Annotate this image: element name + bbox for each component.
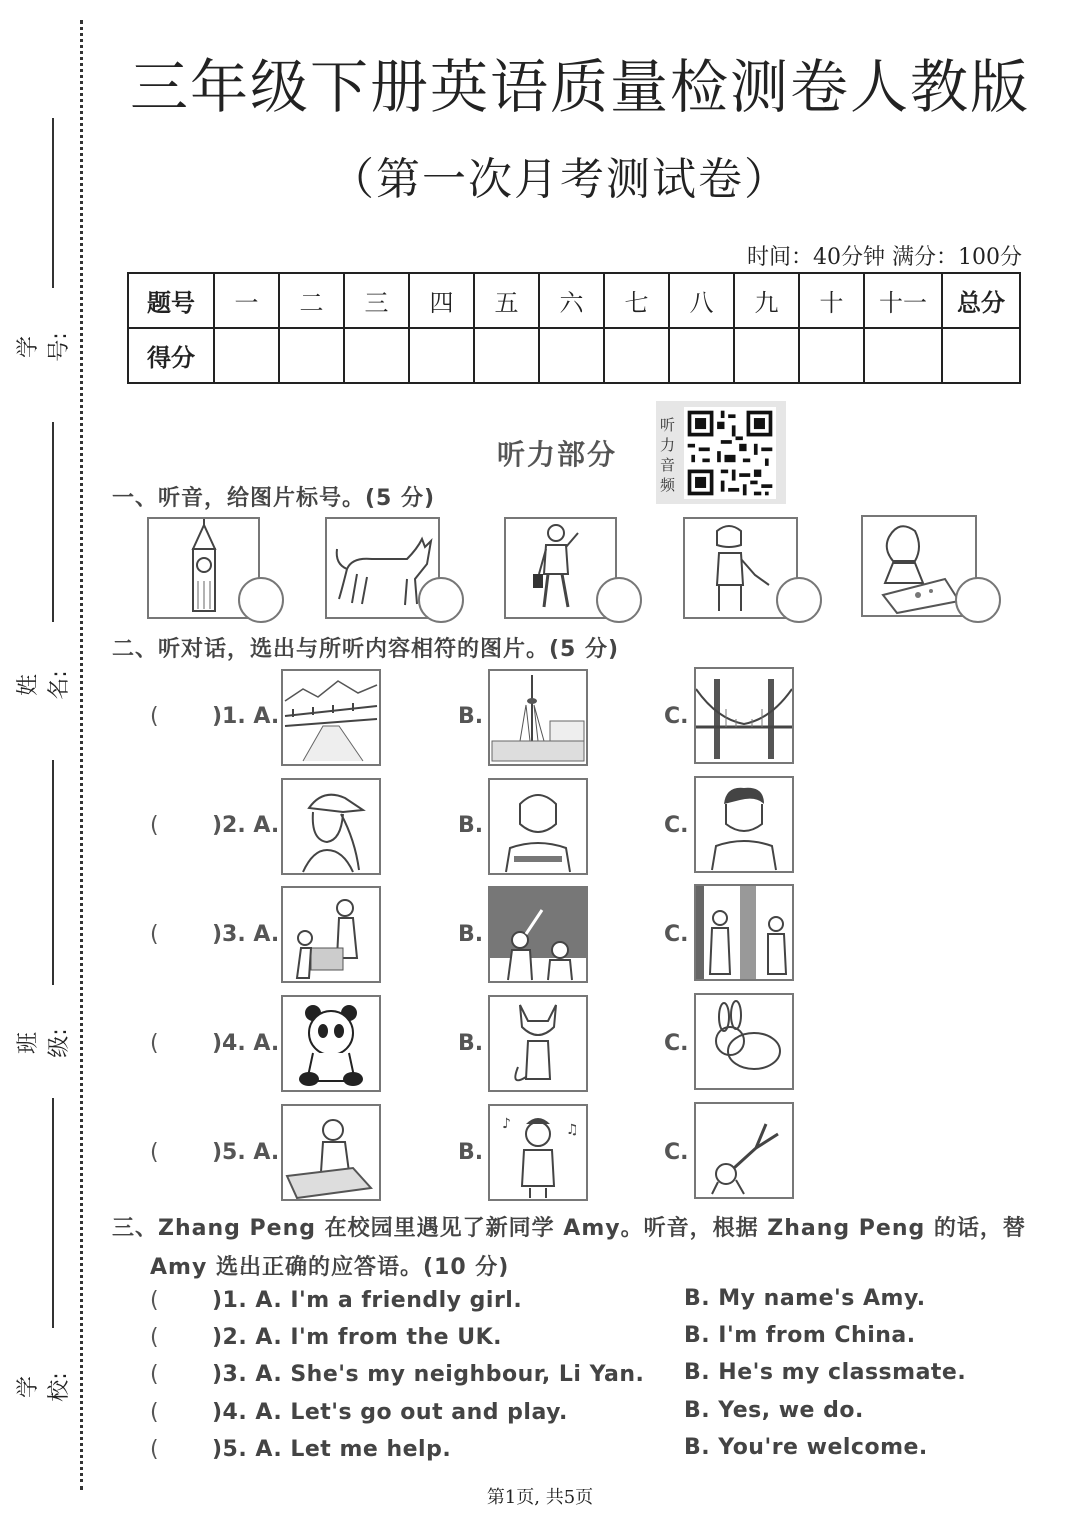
answer-paren[interactable]: ( — [150, 1031, 159, 1056]
option-label-c: C. — [664, 922, 689, 947]
option-label-c: C. — [664, 704, 689, 729]
binding-dashed-line — [80, 20, 83, 1490]
score-table-header-row — [128, 273, 1020, 328]
answer-circle[interactable] — [955, 577, 1001, 623]
table-cell: 十 — [799, 273, 864, 328]
picture-doorway-kids — [694, 884, 794, 981]
score-input-cell[interactable] — [344, 328, 409, 383]
option-label-b: B. — [458, 813, 484, 838]
class-rule[interactable] — [52, 760, 54, 985]
table-cell: 二 — [279, 273, 344, 328]
listening-section-title: 听力部分 — [497, 438, 618, 471]
picture-boy-shirt — [694, 776, 794, 873]
answer-paren[interactable]: ( — [150, 922, 159, 947]
score-input-cell[interactable] — [604, 328, 669, 383]
student-no-label: 学号: — [16, 332, 72, 362]
picture-fox — [488, 995, 588, 1092]
qr-code-box[interactable] — [656, 401, 786, 504]
svg-text:♫: ♫ — [566, 1122, 579, 1138]
choice-b: B. I'm from China. — [684, 1323, 916, 1348]
choice-a: )4. A. Let's go out and play. — [212, 1400, 568, 1425]
class-label: 班级: — [16, 1028, 72, 1058]
option-label-a: )3. A. — [212, 922, 280, 947]
table-cell: 四 — [409, 273, 474, 328]
choice-b: B. You're welcome. — [684, 1435, 928, 1460]
answer-paren[interactable]: ( — [150, 1140, 159, 1165]
choice-b: B. Yes, we do. — [684, 1398, 864, 1423]
option-label-b: B. — [458, 1031, 484, 1056]
picture-classroom-blackboard — [488, 886, 588, 983]
picture-boy-sweater — [488, 778, 588, 875]
table-cell: 得分 — [128, 328, 214, 383]
choice-b: B. My name's Amy. — [684, 1286, 926, 1311]
score-input-cell[interactable] — [734, 328, 799, 383]
score-input-cell[interactable] — [409, 328, 474, 383]
page-number: 第1页, 共5页 — [486, 1487, 594, 1508]
option-label-b: B. — [458, 704, 484, 729]
choice-a: )3. A. She's my neighbour, Li Yan. — [212, 1362, 645, 1387]
name-label: 姓名: — [16, 670, 72, 700]
section3-title-line2: Amy 选出正确的应答语。(10 分) — [150, 1255, 510, 1280]
qr-label: 听力音频 — [660, 416, 676, 494]
score-input-cell[interactable] — [669, 328, 734, 383]
picture-boy-drawing — [281, 1104, 381, 1201]
page-subtitle: （第一次月考测试卷） — [330, 154, 790, 205]
svg-text:♪: ♪ — [502, 1116, 511, 1132]
table-cell: 八 — [669, 273, 734, 328]
answer-paren[interactable]: ( — [150, 704, 159, 729]
option-label-c: C. — [664, 1140, 689, 1165]
page-title: 三年级下册英语质量检测卷人教版 — [129, 53, 1030, 121]
score-input-cell[interactable] — [539, 328, 604, 383]
picture-great-wall — [281, 669, 381, 766]
table-cell: 总分 — [942, 273, 1020, 328]
answer-paren[interactable]: ( — [150, 1400, 159, 1425]
table-cell: 三 — [344, 273, 409, 328]
picture-girl-cap — [281, 778, 381, 875]
picture-helping-box — [281, 886, 381, 983]
student-no-rule[interactable] — [52, 118, 54, 288]
table-cell: 题号 — [128, 273, 214, 328]
name-rule[interactable] — [52, 422, 54, 622]
qr-code-icon[interactable] — [684, 407, 776, 499]
score-input-cell[interactable] — [214, 328, 279, 383]
score-table-score-row — [128, 328, 1020, 383]
picture-cn-tower — [488, 669, 588, 766]
choice-a: )2. A. I'm from the UK. — [212, 1325, 502, 1350]
picture-boy-dancing — [694, 1102, 794, 1199]
score-input-cell[interactable] — [942, 328, 1020, 383]
time-info: 时间：40分钟 满分：100分 — [747, 245, 1022, 270]
answer-paren[interactable]: ( — [150, 813, 159, 838]
score-table — [127, 272, 1021, 384]
section1-title: 一、听音，给图片标号。(5 分) — [112, 486, 436, 511]
school-rule[interactable] — [52, 1098, 54, 1328]
answer-circle[interactable] — [776, 577, 822, 623]
choice-a: )1. A. I'm a friendly girl. — [212, 1288, 523, 1313]
picture-panda — [281, 995, 381, 1092]
answer-paren[interactable]: ( — [150, 1362, 159, 1387]
choice-b: B. He's my classmate. — [684, 1360, 967, 1385]
section2-title: 二、听对话，选出与所听内容相符的图片。(5 分) — [112, 637, 620, 662]
score-input-cell[interactable] — [474, 328, 539, 383]
score-input-cell[interactable] — [864, 328, 942, 383]
answer-paren[interactable]: ( — [150, 1325, 159, 1350]
table-cell: 七 — [604, 273, 669, 328]
section3-title-line1: 三、Zhang Peng 在校园里遇见了新同学 Amy。听音，根据 Zhang Peng 的话，替 — [112, 1216, 1026, 1241]
answer-circle[interactable] — [238, 577, 284, 623]
option-label-b: B. — [458, 922, 484, 947]
option-label-c: C. — [664, 1031, 689, 1056]
table-cell: 五 — [474, 273, 539, 328]
option-label-c: C. — [664, 813, 689, 838]
option-label-a: )4. A. — [212, 1031, 280, 1056]
score-input-cell[interactable] — [799, 328, 864, 383]
table-cell: 十一 — [864, 273, 942, 328]
choice-a: )5. A. Let me help. — [212, 1437, 452, 1462]
table-cell: 一 — [214, 273, 279, 328]
option-label-a: )1. A. — [212, 704, 280, 729]
score-input-cell[interactable] — [279, 328, 344, 383]
table-cell: 六 — [539, 273, 604, 328]
answer-circle[interactable] — [418, 577, 464, 623]
picture-boy-singing — [488, 1104, 588, 1201]
picture-rabbit — [694, 993, 794, 1090]
answer-paren[interactable]: ( — [150, 1437, 159, 1462]
option-label-a: )2. A. — [212, 813, 280, 838]
option-label-a: )5. A. — [212, 1140, 280, 1165]
table-cell: 九 — [734, 273, 799, 328]
picture-golden-gate-bridge — [694, 667, 794, 764]
answer-circle[interactable] — [596, 577, 642, 623]
school-label: 学校: — [16, 1372, 72, 1402]
answer-paren[interactable]: ( — [150, 1288, 159, 1313]
option-label-b: B. — [458, 1140, 484, 1165]
